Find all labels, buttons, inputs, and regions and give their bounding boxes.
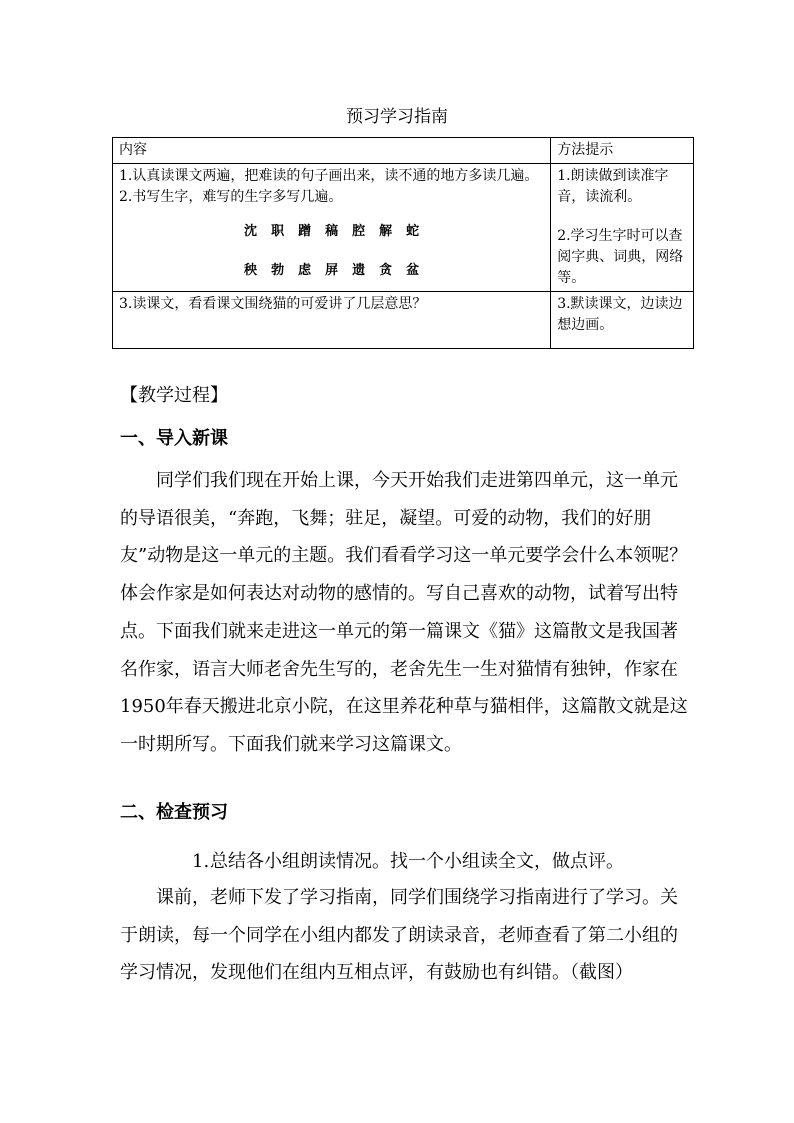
row1-line2: 2.书写生字，难写的生字多写几遍。 [119, 189, 343, 205]
table-row [113, 164, 694, 292]
header-content: 内容 [113, 138, 551, 164]
char: 稿 [325, 224, 339, 239]
row2-content-cell: 3.读课文，看看课文围绕猫的可爱讲了几层意思？ [113, 292, 551, 349]
row1-tip2: 2.学习生字时可以查阅字典、词典，网络等。 [557, 228, 684, 286]
item-text: 总结各小组朗读情况。找一个小组读全文，做点评。 [210, 851, 624, 872]
row1-line1: 1.认真读课文两遍，把难读的句子画出来，读不通的地方多读几遍。 [119, 168, 539, 184]
char: 遗 [352, 263, 366, 278]
spacer [557, 208, 687, 226]
section-bracket-heading: 【教学过程】 [120, 385, 228, 406]
char: 秧 [244, 263, 258, 278]
char: 腔 [352, 224, 366, 239]
header-method: 方法提示 [551, 138, 694, 164]
char: 盆 [406, 263, 420, 278]
char: 沈 [244, 224, 258, 239]
row2-tip-cell: 3.默读课文，边读边想边画。 [551, 292, 694, 349]
section-2-heading: 二、检查预习 [120, 802, 228, 823]
row1-content-cell [113, 164, 551, 292]
char: 虑 [298, 263, 312, 278]
table-row [113, 292, 694, 349]
char: 屏 [325, 263, 339, 278]
section-1-heading: 一、导入新课 [120, 428, 228, 449]
table-header-row [113, 138, 694, 164]
section-1-paragraph: 同学们我们现在开始上课，今天开始我们走进第四单元，这一单元的导语很美，“奔跑，飞舞；驻足，凝望。可爱的动物，我们的好朋友”动物是这一单元的主题。我们看看学习这一单元要学会什么本领呢？体会作家是如何表达对动物的感情的。写自己喜欢的动物，试着写出特点。下面我们就来走进这一单元的第一篇课文《猫》这篇散文是我国著名作家，语言大师老舍先生写的，老舍先生一生对猫情有独钟，作家在1950年春天搬进北京小院，在这里养花种草与猫相伴，这篇散文就是这一时期所写。下面我们就来学习这篇课文。 [120, 470, 688, 755]
char: 蹭 [298, 224, 312, 239]
section-2-item [120, 843, 690, 881]
row1-tip-cell [551, 164, 694, 292]
char: 勃 [271, 263, 285, 278]
char: 贪 [379, 263, 393, 278]
char: 蛇 [406, 224, 420, 239]
char-row-1 [119, 221, 544, 242]
char: 职 [271, 224, 285, 239]
char: 解 [379, 224, 393, 239]
study-guide-table [112, 137, 694, 349]
row1-tip1: 1.朗读做到读准字音，读流利。 [557, 168, 669, 205]
item-number: 1. [192, 851, 210, 872]
char-row-2 [119, 260, 544, 281]
section-2-paragraph: 课前，老师下发了学习指南，同学们围绕学习指南进行了学习。关于朗读，每一个同学在小组内都发了朗读录音，老师查看了第二小组的学习情况，发现他们在组内互相点评，有鼓励也有纠错。（截图） [120, 887, 678, 984]
page-title: 预习学习指南 [346, 107, 448, 127]
